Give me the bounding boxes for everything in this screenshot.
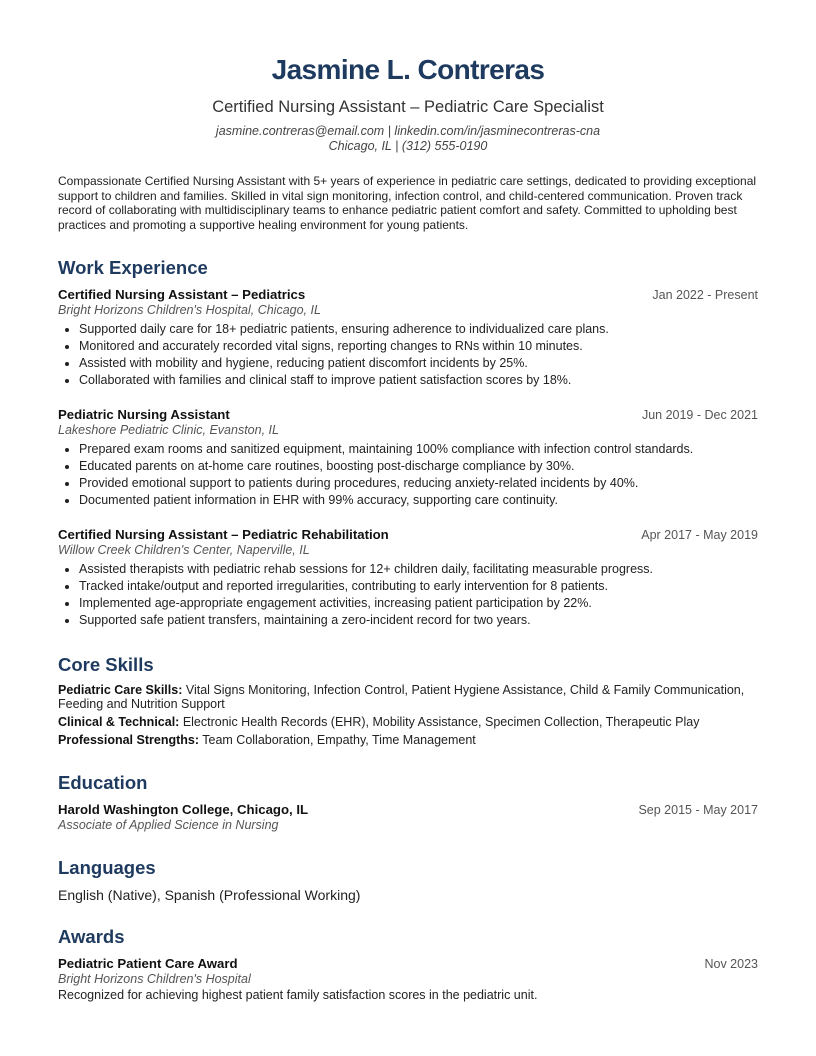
awards-section	[58, 925, 758, 1003]
candidate-name: Jasmine L. Contreras	[271, 54, 545, 85]
skill-line	[58, 733, 758, 747]
bullet-item: • Implemented age-appropriate engagement activities, increasing patient participation by 22%.	[79, 595, 758, 612]
bullet-item: • Assisted therapists with pediatric rehab sessions for 12+ children daily, facilitating measurable progress.	[79, 561, 758, 578]
job-title: Certified Nursing Assistant – Pediatrics	[58, 287, 306, 303]
skill-text: Electronic Health Records (EHR), Mobility Assistance, Specimen Collection, Therapeutic Play	[182, 715, 700, 730]
award-title: Pediatric Patient Care Award	[58, 956, 238, 972]
skill-line	[58, 683, 758, 711]
languages-text: English (Native), Spanish (Professional Working)	[58, 887, 361, 904]
job-entry	[58, 527, 758, 629]
job-bullets	[58, 441, 758, 509]
section-heading: Core Skills	[58, 654, 154, 676]
job-bullets	[58, 321, 758, 389]
skill-label: Pediatric Care Skills:	[58, 683, 183, 698]
skill-text: Vital Signs Monitoring, Infection Control, Patient Hygiene Assistance, Child & Family Communication, Feeding and Nutrition Support	[58, 683, 745, 712]
bullet-item: • Documented patient information in EHR with 99% accuracy, supporting care continuity.	[79, 492, 758, 509]
contact-line-1: jasmine.contreras@email.com | linkedin.com/in/jasminecontreras-cna	[215, 124, 601, 138]
bullet-item: • Monitored and accurately recorded vital signs, reporting changes to RNs within 10 minutes.	[79, 338, 758, 355]
bullet-item: • Tracked intake/output and reported irregularities, contributing to early intervention for 8 patients.	[79, 578, 758, 595]
section-heading: Education	[58, 772, 148, 794]
bullet-item: • Assisted with mobility and hygiene, reducing patient discomfort incidents by 25%.	[79, 355, 758, 372]
education-section	[58, 771, 758, 834]
award-description: Recognized for achieving highest patient family satisfaction scores in the pediatric unit.	[58, 988, 538, 1003]
skill-label: Professional Strengths:	[58, 733, 199, 748]
bullet-item: • Supported safe patient transfers, maintaining a zero-incident record for two years.	[79, 612, 758, 629]
job-organization: Lakeshore Pediatric Clinic, Evanston, IL	[58, 423, 279, 438]
section-heading: Awards	[58, 926, 125, 948]
languages-section	[58, 856, 758, 903]
bullet-item: • Collaborated with families and clinical staff to improve patient satisfaction scores by 18%.	[79, 372, 758, 389]
job-title: Certified Nursing Assistant – Pediatric Rehabilitation	[58, 527, 389, 543]
award-date: Nov 2023	[704, 957, 758, 972]
bullet-item: • Provided emotional support to patients during procedures, reducing anxiety-related incidents by 40%.	[79, 475, 758, 492]
section-heading: Languages	[58, 857, 156, 879]
award-organization: Bright Horizons Children's Hospital	[58, 972, 251, 987]
job-bullets	[58, 561, 758, 629]
bullet-item: • Supported daily care for 18+ pediatric patients, ensuring adherence to individualized care plans.	[79, 321, 758, 338]
contact-line-2: Chicago, IL | (312) 555-0190	[328, 139, 488, 153]
job-entry	[58, 407, 758, 509]
education-date: Sep 2015 - May 2017	[638, 803, 758, 818]
bullet-item: • Prepared exam rooms and sanitized equipment, maintaining 100% compliance with infection control standards.	[79, 441, 758, 458]
job-organization: Bright Horizons Children's Hospital, Chicago, IL	[58, 303, 321, 318]
professional-summary: Compassionate Certified Nursing Assistant with 5+ years of experience in pediatric care settings, dedicated to providing exceptional support to children and families. Skilled in vital sign monitoring, infection control, and child-centered communication. Proven track record of collaborating with multidisciplinary teams to enhance pediatric patient comfort and safety. Committed to upholding best practices and promoting a supportive healing environment for young patients.	[58, 174, 757, 232]
section-heading: Work Experience	[58, 257, 208, 279]
job-entry	[58, 287, 758, 389]
job-date: Jan 2022 - Present	[652, 288, 758, 303]
resume-header	[58, 0, 758, 154]
skill-label: Clinical & Technical:	[58, 715, 180, 730]
work-experience-section	[58, 256, 758, 629]
skill-line	[58, 715, 758, 729]
job-organization: Willow Creek Children's Center, Naperville, IL	[58, 543, 310, 558]
job-date: Apr 2017 - May 2019	[641, 528, 758, 543]
degree: Associate of Applied Science in Nursing	[58, 818, 279, 833]
job-date: Jun 2019 - Dec 2021	[641, 408, 758, 423]
core-skills-section	[58, 653, 758, 747]
school-name: Harold Washington College, Chicago, IL	[58, 802, 309, 818]
skill-text: Team Collaboration, Empathy, Time Management	[202, 733, 476, 748]
bullet-item: • Educated parents on at-home care routines, boosting post-discharge compliance by 30%.	[79, 458, 758, 475]
job-title: Pediatric Nursing Assistant	[58, 407, 230, 423]
candidate-title: Certified Nursing Assistant – Pediatric Care Specialist	[212, 98, 604, 116]
